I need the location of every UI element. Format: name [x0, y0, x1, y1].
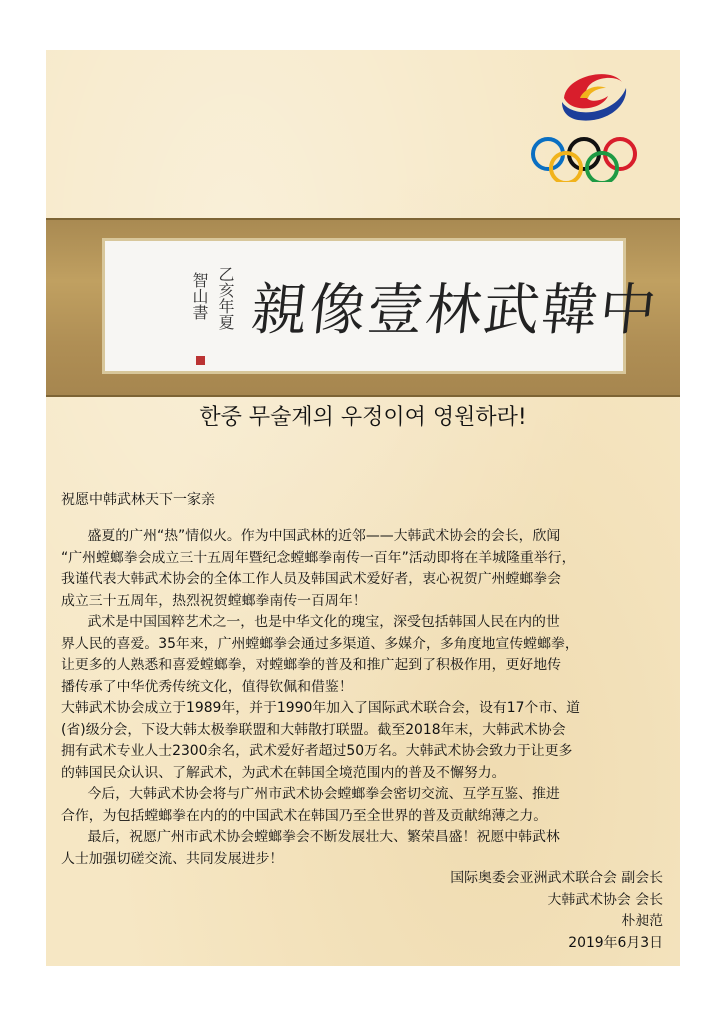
calligraphy-char: 韓: [538, 278, 603, 343]
paragraph: 大韩武术协会成立于1989年，并于1990年加入了国际武术联合会，设有17个市、道 (省)级分会，下设大韩太极拳联盟和大韩散打联盟。截至2018年末，大韩武术协会 拥有武术专业人士2300余名，武术爱好者超过50万名。大韩武术协会致力于让更多 的韩国民众认识、了解武术，为武术在韩国全境范围内的普及不懈努力。: [61, 700, 580, 781]
calligraphy-char: 武: [480, 278, 545, 343]
paragraph: 盛夏的广州“热”情似火。作为中国武林的近邻——大韩武术协会的会长，欣闻 “广州螳螂拳会成立三十五周年暨纪念螳螂拳南传一百年”活动即将在羊城隆重举行， 我谨代表大韩武术协会的全体工作人员及韩国武术爱好者，衷心祝贺广州螳螂拳会 成立三十五周年，热烈祝贺螳螂拳南传一百周年！: [61, 528, 576, 609]
korean-headline: 한중 무술계의 우정이여 영원하라!: [199, 405, 527, 430]
letter-body: [61, 526, 661, 870]
paragraph: 最后，祝愿广州市武术协会螳螂拳会不断发展壮大、繁荣昌盛！祝愿中韩武林 人士加强切磋交流、共同发展进步！: [61, 829, 560, 867]
calligraphy-char: 林: [422, 278, 487, 343]
signature-date: 2019年6月3日: [568, 934, 663, 951]
sports-logo: [528, 62, 650, 182]
calligraphy-char: 親: [248, 278, 313, 343]
olympic-rings-logo: [533, 139, 635, 182]
calligraphy-char: 像: [306, 278, 371, 343]
calligraphy-text: [248, 248, 661, 364]
salutation: 祝愿中韩武林天下一家亲: [61, 492, 215, 508]
signature-title-1: 国际奥委会亚洲武术联合会 副会长: [450, 870, 663, 886]
scroll-paper: [102, 238, 661, 374]
signature-block: [450, 868, 663, 954]
letter-page: [46, 50, 680, 966]
signature-title-2: 大韩武术协会 会长: [547, 891, 663, 908]
calligraphy-char: 壹: [364, 278, 429, 343]
seoul-swirl-logo: [562, 74, 626, 120]
paragraph: 今后，大韩武术协会将与广州市武术协会螳螂拳会密切交流、互学互鉴、推进 合作，为包括螳螂拳在内的的中国武术在韩国乃至全世界的普及贡献绵薄之力。: [61, 786, 560, 824]
inscription-artist: 智山書: [190, 272, 209, 320]
calligraphy-char: 中: [596, 278, 661, 343]
signature-name: 朴昶范: [621, 913, 663, 929]
calligraphy-scroll: [46, 218, 680, 397]
calligraphy-inscription: [186, 266, 244, 362]
paragraph: 武术是中国国粹艺术之一，也是中华文化的瑰宝，深受包括韩国人民在内的世 界人民的喜爱。35年来，广州螳螂拳会通过多渠道、多媒介，多角度地宣传螳螂拳， 让更多的人熟悉和喜爱螳螂拳，对螳螂拳的普及和推广起到了积极作用，更好地传 播传承了中华优秀传统文化，值得钦佩和借鉴！: [61, 614, 579, 695]
inscription-date: 乙亥年夏: [216, 266, 235, 330]
red-seal: [196, 356, 205, 365]
